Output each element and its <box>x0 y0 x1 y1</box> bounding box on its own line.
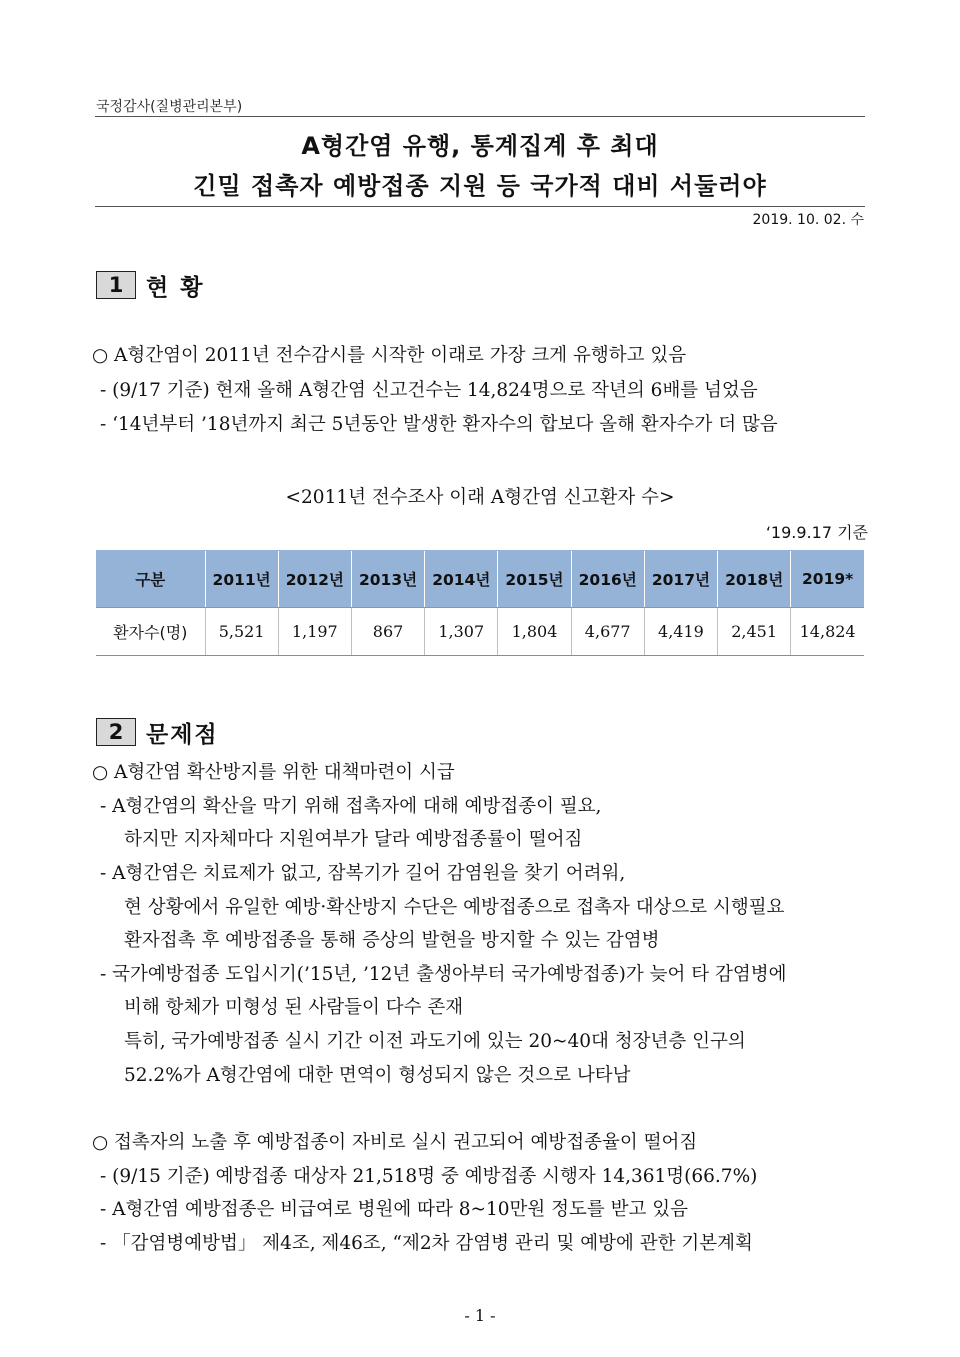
table-header-cell: 2016년 <box>571 551 644 608</box>
table-cell: 14,824 <box>791 608 864 656</box>
table-cell: 1,197 <box>278 608 351 656</box>
s1-dash-2: - ‘14년부터 ’18년까지 최근 5년동안 발생한 환자수의 합보다 올해 환자수가 더 많음 <box>100 414 778 435</box>
section-2-heading <box>96 717 219 747</box>
s2-bullet-2: ○ 접촉자의 노출 후 예방접종이 자비로 실시 권고되어 예방접종율이 떨어짐 <box>92 1132 698 1153</box>
table-cell: 4,677 <box>571 608 644 656</box>
top-rule <box>95 116 865 117</box>
section-2-title: 문제점 <box>146 721 219 748</box>
department-label: 국정감사(질병관리본부) <box>96 99 243 115</box>
table-header-cell: 2014년 <box>425 551 498 608</box>
s2-dash-6: - 「감염병예방법」 제4조, 제46조, “제2차 감염병 관리 및 예방에 관한 기본계획 <box>100 1233 753 1254</box>
table-cell: 1,804 <box>498 608 571 656</box>
s2-bullet-1: ○ A형간염 확산방지를 위한 대책마련이 시급 <box>92 762 455 783</box>
table-header-cell: 2013년 <box>351 551 424 608</box>
section-2-number: 2 <box>96 718 136 746</box>
section-1-heading <box>96 270 204 300</box>
table-cell: 2,451 <box>718 608 791 656</box>
table-cell: 867 <box>351 608 424 656</box>
table-header-cell: 구분 <box>96 551 205 608</box>
s2-dash-1-cont: 하지만 지자체마다 지원여부가 달라 예방접종률이 떨어짐 <box>124 829 583 850</box>
s2-dash-3-cont-3: 52.2%가 A형간염에 대한 면역이 형성되지 않은 것으로 나타남 <box>124 1065 631 1086</box>
s2-dash-3-cont-1: 비해 항체가 미형성 된 사람들이 다수 존재 <box>124 997 464 1018</box>
s2-dash-2: - A형간염은 치료제가 없고, 잠복기가 길어 감염원을 찾기 어려워, <box>100 863 626 884</box>
s2-dash-5: - A형간염 예방접종은 비급여로 병원에 따라 8~10만원 정도를 받고 있음 <box>100 1199 688 1220</box>
s2-dash-4: - (9/15 기준) 예방접종 대상자 21,518명 중 예방접종 시행자 14,361명(66.7%) <box>100 1166 758 1187</box>
s2-dash-2-cont-1: 현 상황에서 유일한 예방·확산방지 수단은 예방접종으로 접촉자 대상으로 시행필요 <box>124 897 785 918</box>
table-header-cell: 2012년 <box>278 551 351 608</box>
table-caption: <2011년 전수조사 이래 A형간염 신고환자 수> <box>285 487 675 508</box>
table-cell: 5,521 <box>205 608 278 656</box>
report-date: 2019. 10. 02. 수 <box>752 212 864 228</box>
table-row-label: 환자수(명) <box>96 608 205 656</box>
s1-dash-1: - (9/17 기준) 현재 올해 A형간염 신고건수는 14,824명으로 작년의 6배를 넘었음 <box>100 380 758 401</box>
s2-dash-1: - A형간염의 확산을 막기 위해 접촉자에 대해 예방접종이 필요, <box>100 796 602 817</box>
table-row <box>96 608 864 656</box>
s2-dash-2-cont-2: 환자접촉 후 예방접종을 통해 증상의 발현을 방지할 수 있는 감염병 <box>124 930 660 951</box>
title-rule <box>95 206 865 207</box>
title-line-1: A형간염 유행, 통계집계 후 최대 <box>301 132 659 160</box>
table-cell: 4,419 <box>644 608 717 656</box>
table-header-row <box>96 551 864 608</box>
table-basis-date: ‘19.9.17 기준 <box>765 523 868 542</box>
table-header-cell: 2018년 <box>718 551 791 608</box>
s2-dash-3: - 국가예방접종 도입시기(’15년, ’12년 출생아부터 국가예방접종)가 늦어 타 감염병에 <box>100 964 787 985</box>
patients-table <box>96 550 864 656</box>
page-number: - 1 - <box>464 1306 496 1325</box>
section-1-number: 1 <box>96 271 136 299</box>
s1-bullet-1: ○ A형간염이 2011년 전수감시를 시작한 이래로 가장 크게 유행하고 있음 <box>92 345 687 366</box>
table-header-cell: 2019* <box>791 551 864 608</box>
table-header-cell: 2017년 <box>644 551 717 608</box>
title-line-2: 긴밀 접촉자 예방접종 지원 등 국가적 대비 서둘러야 <box>193 172 767 200</box>
section-1-title: 현 황 <box>146 274 205 301</box>
s2-dash-3-cont-2: 특히, 국가예방접종 실시 기간 이전 과도기에 있는 20~40대 청장년층 인구의 <box>124 1031 746 1052</box>
table-cell: 1,307 <box>425 608 498 656</box>
table-header-cell: 2011년 <box>205 551 278 608</box>
table-header-cell: 2015년 <box>498 551 571 608</box>
